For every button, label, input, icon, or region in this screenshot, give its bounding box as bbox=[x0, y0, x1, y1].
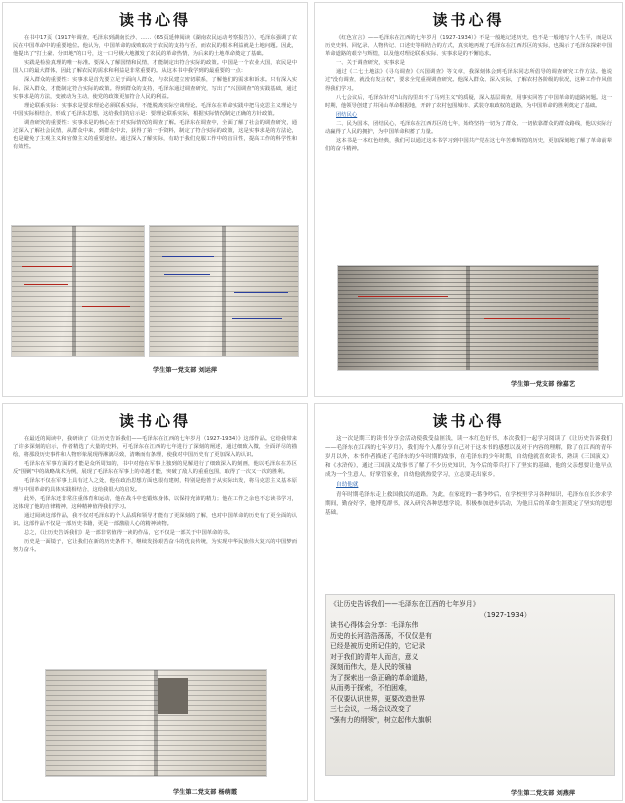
handwritten-line: 读书心得体会分享：毛泽东伟 bbox=[330, 621, 419, 629]
signature: 学生第一党支部 刘运萍 bbox=[153, 367, 218, 374]
handwritten-line: （1927-1934） bbox=[480, 610, 531, 619]
paragraph: 青年时期毛泽东走上救国救民的道路。为此，在家庭的一番争吵后，在学校里学习各种知识，毛泽东在长沙求学期间，勤奋好学，他博览群书，深入研究各种思想学说，积极参加进步活动，为他日后的革命生涯奠定了坚实的思想基础。 bbox=[325, 492, 612, 516]
handwritten-line: 深刻而伟大，是人民的领袖 bbox=[330, 663, 412, 671]
paragraph: 理论联系实际：实事求是要求理论必须联系实际，不能脱离实际空谈理论。毛泽东在革命实践中把马克思主义理论与中国实际相结合，形成了毛泽东思想，这给我们的启示是：要理论联系实际，根据实际情况制定正确的方针政策。 bbox=[13, 102, 297, 117]
paragraph: 二、民为国本，团结民心，毛泽东在江西苏区的七年，始终坚持一切为了群众、一切依靠群众的群众路线，他以实际行动赢得了人民的拥护，为中国革命积蓄了力量。 bbox=[325, 120, 612, 136]
paragraph: 这一次是期三的读书分享会活动使我受益匪浅，读一本红色好书，本次我们一起学习阅读了《让历史告诉我们——毛泽东在江西的七年岁月》，我们每个人都分享自己对于这本书的感想以及对于内容的理解，除了在江西的青年岁月以外，本书作者描述了毛泽东的少年时期的故事，在毛泽东的少年时期，自幼他就喜欢读书，熟读《三国演义》和《水浒传》，通过三国演义故事书了解了不少历史知识，为今后的带兵打下了坚实的基础，他的父亲想要让他早点成为一个生意人，好掌管家业，自幼他就热爱学习，立志要走出家乡。 bbox=[325, 436, 612, 478]
book-photo-right bbox=[149, 225, 299, 357]
handwritten-line: 已经是被历史所记住的，它记录 bbox=[330, 642, 426, 650]
reading-note-panel-3 bbox=[2, 403, 308, 801]
panel-body bbox=[13, 34, 297, 151]
handwritten-line: 不仅要认识世界，更要改造世界 bbox=[330, 694, 426, 703]
paragraph: 通过阅读这部作品，我不仅对毛泽东的个人品质和领导才能有了更深刻的了解，也对中国革命的历史有了更全面的认识。这部作品不仅是一部历史书籍，更是一部激励人心的精神读物。 bbox=[13, 512, 297, 527]
handwritten-line: 从而勇于探索，不怕困难， bbox=[330, 684, 412, 692]
book-photo-left bbox=[11, 225, 145, 357]
panel-title: 读书心得 bbox=[118, 412, 191, 430]
panel-body bbox=[325, 435, 612, 518]
handwritten-line: "强有力的纲领"，树立起伟大旗帜 bbox=[330, 715, 432, 724]
handwritten-note bbox=[330, 599, 610, 725]
handwritten-line: 历史的长河浩浩荡荡，不仅仅是有 bbox=[330, 631, 432, 640]
signature: 学生第一党支部 徐嘉艺 bbox=[511, 381, 576, 388]
handwritten-line: 为了探索出一条正确的革命道路， bbox=[330, 673, 432, 682]
paragraph: 实践是检验真理的唯一标准。要深入了解国情和民情，才能制定出符合实际的政策。中国是一个农业大国，农民是中国人口的最大群体，因此了解农民的需求和利益是非常重要的。从这本书中我学到的最重要的一点： bbox=[13, 60, 297, 75]
highlighted-term: 自幼他就 bbox=[336, 482, 359, 488]
paragraph bbox=[325, 481, 612, 490]
paragraph bbox=[325, 111, 612, 119]
book-photo bbox=[45, 669, 267, 777]
panel-body bbox=[325, 34, 612, 153]
paragraph: 一、关于调查研究，实事求是 bbox=[336, 60, 405, 67]
reading-note-panel-4 bbox=[314, 403, 623, 801]
panel-title: 读书心得 bbox=[118, 11, 191, 29]
paragraph: 在书中17页《1917年调查，毛泽东到湖南长沙、……（65页延伸阅读《湖南农民运动考察报告》），毛泽东强调了农民在中国革命中的重要地位。他认为，中国革命的成败取决于农民的支持与否，而农民的根本利益就是土地问题。因此，他提出了"打土豪、分田地"的口号，这一口号极大地激发了农民的革命热情，为后来的土地革命奠定了基础。 bbox=[13, 35, 297, 58]
paragraph: 毛泽东在军事方面的才能是众所周知的，书中对他在军事上独到的见解进行了细致深入的刻画，他以毛泽东在苏区反"围剿"中的战略战术为例，展现了毛泽东在军事上的卓越才能，突破了敌人的重重包围，取得了一次又一次的胜利。 bbox=[13, 461, 297, 476]
signature: 学生第二党支部 杨萌霞 bbox=[173, 789, 238, 796]
highlighted-term: 团结民心 bbox=[336, 111, 358, 118]
paragraph: 总之，《让历史告诉我们》是一部非常值得一读的作品，它不仅是一部关于中国革命的书。 bbox=[24, 530, 234, 537]
paragraph: 八七会议后，毛泽东针对"山沟沟里出不了马列主义"的质疑，深入基层调查，用事实回答了中国革命的道路问题。这一时期，他领导创建了井冈山革命根据地，开辟了农村包围城市、武装夺取政权的道路，为中国革命的胜利奠定了基础。 bbox=[325, 94, 612, 109]
handwritten-line: 三七会议，一场会议改变了 bbox=[330, 705, 412, 713]
book-photo bbox=[337, 265, 599, 371]
panel-title: 读书心得 bbox=[432, 412, 505, 430]
signature: 学生第二党支部 刘燕萍 bbox=[511, 790, 576, 797]
paragraph: 在最近的阅读中，我研读了《让历史告诉我们——毛泽东在江西的七年岁月（1927-1934）》这部作品。它给我带来了许多深刻的启示，作者精选了大量的史料，可毛泽东在江西的七年进行了深刻的阐述，通过细致入微，全面详尽的描绘，将那段历史事件和人物形象展现得淋漓尽致，清晰而有条理，使我对中国历史有了更加深入的认识。 bbox=[13, 436, 297, 459]
paragraph: 历史是一面镜子，它让我们在新的历史条件下，继续发扬艰苦奋斗的优良传统，为实现中华民族伟大复兴的中国梦而努力奋斗。 bbox=[13, 539, 297, 554]
paragraph: 此外，毛泽东还非常注重体育和运动，他在战斗中也锻炼身体，以保持充沛的精力；他在工作之余也不忘读书学习，这体现了他的自律精神，这种精神值得我们学习。 bbox=[13, 495, 297, 510]
paragraph: 调查研究的重要性：实事求是的核心在于对实际情况的调查了解。毛泽东在调查中，全面了解了社会的调查研究，通过深入了解社会民情，从群众中来，到群众中去，获得了第一手资料，制定了符合实际的政策，这是实事求是的方法论，也是避免了主观主义和官僚主义的重要途径。通过深入了解实际，有助于我们克服工作中的盲目性，提高工作的科学性和有效性。 bbox=[13, 119, 297, 151]
reading-note-panel-1 bbox=[2, 2, 308, 397]
paragraph: 这本书是一本红色经典，我们可以通过这本书学习到中国共产党在这七年苦难辉煌的历史，更加深刻地了解了革命前辈们的奋斗精神。 bbox=[325, 138, 612, 153]
paragraph: 毛泽东不仅在军事上具有过人之处，他在政治思想方面也很有建树，特别是他善于从实际出发，将马克思主义基本原理与中国革命的具体实践相结合，这给我很大的启发。 bbox=[13, 478, 297, 493]
paragraph: 通过《二七土地法》《寻乌调查》《兴国调查》等文章，我深刻体会到毛泽东同志所倡导的调查研究工作方法。他说过"没有调查，就没有发言权"，要求全党重视调查研究。他深入群众、深入实际，了解农村各阶级的状况，这种工作作风值得我们学习。 bbox=[325, 69, 612, 92]
reading-note-panel-2 bbox=[314, 2, 623, 397]
panel-title: 读书心得 bbox=[432, 11, 505, 29]
handwritten-line: 《让历史告诉我们——毛泽东在江西的七年岁月》 bbox=[330, 600, 480, 608]
panel-body bbox=[13, 435, 297, 554]
portrait-photo bbox=[158, 678, 188, 714]
handwritten-note-photo bbox=[325, 594, 615, 776]
paragraph: 《红色宣言》——毛泽东在江西的七年岁月（1927-1934）》不是一般地记述历史，也不是一般地写个人生平，而是以历史史料、回忆录、人物传记、口述史等相结合的方式，真实地再现了毛泽东在江西苏区的实际，也揭示了毛泽东探索中国革命道路的艰辛与辉煌，以及他对理论联系实际、实事求是的不懈追求。 bbox=[325, 35, 612, 58]
handwritten-line: 对于我们的青年人而言，意义 bbox=[330, 652, 419, 661]
paragraph: 深入群众的重要性：实事求是首先要立足于面向人群众，与农民建立密切联系，了解他们的需求和诉求。只有深入实际、深入群众，才能制定符合实际的政策。得到群众的支持，毛泽东通过调查研究，写出了"兴国调查"的实践基础，通过实事求是的方法，变被动为主动，使党的政策更加符合人民的利益。 bbox=[13, 77, 297, 100]
